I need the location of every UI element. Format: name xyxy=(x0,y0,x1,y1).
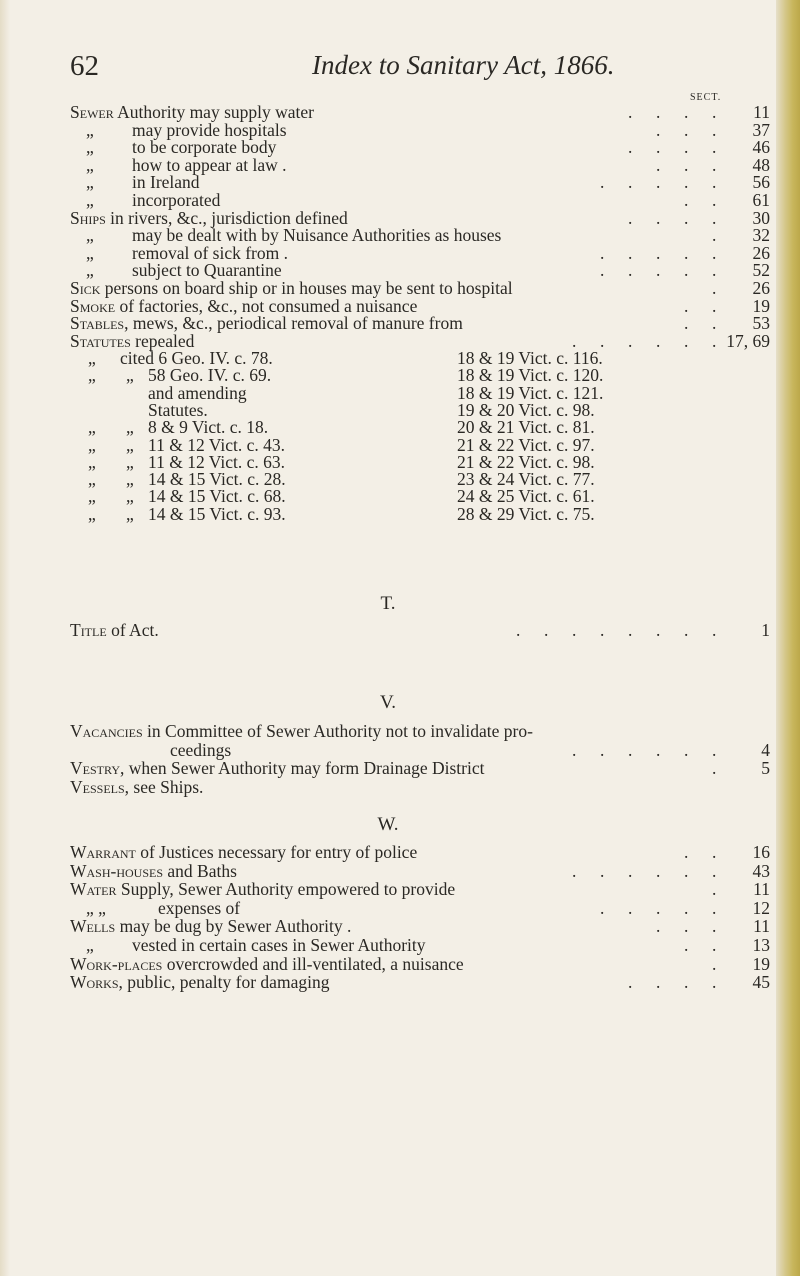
ditto-mark: „ xyxy=(86,260,94,281)
entry-text: in rivers, &c., jurisdiction defined xyxy=(105,207,348,228)
entry-text: Supply, Sewer Authority empowered to provide xyxy=(116,879,456,900)
statute-left xyxy=(88,366,418,384)
section-number: 11 xyxy=(753,879,770,900)
index-entry xyxy=(70,917,770,935)
leader-dots: . . . . xyxy=(628,972,726,993)
index-entry xyxy=(70,880,770,898)
ditto-mark: „ xyxy=(88,503,96,524)
ditto-mark: „ „ xyxy=(86,897,106,918)
entry-text: , when Sewer Authority may form Drainage District xyxy=(119,758,485,778)
statute-citation: 11 & 12 Vict. c. 63. xyxy=(148,451,285,472)
index-entry xyxy=(70,843,770,861)
index-entry xyxy=(70,226,770,244)
index-entry xyxy=(70,862,770,880)
section-number: 12 xyxy=(752,897,770,918)
section-number: 11 xyxy=(753,102,770,122)
entry-keyword: Wells xyxy=(70,916,116,937)
index-entry xyxy=(70,297,770,315)
statute-left xyxy=(88,453,418,471)
section-number: 56 xyxy=(752,172,770,193)
statute-right: 18 & 19 Vict. c. 116. xyxy=(457,348,603,368)
entry-keyword: Wash-houses xyxy=(70,860,164,881)
entry-text: , mews, &c., periodical removal of manure from xyxy=(124,313,463,334)
section-number: 4 xyxy=(761,739,770,760)
page-header xyxy=(70,50,770,86)
section-number: 13 xyxy=(752,935,770,955)
entry-text: vested in certain cases in Sewer Authority xyxy=(132,935,426,955)
statute-right: 28 & 29 Vict. c. 75. xyxy=(457,503,595,524)
section-number: 17, 69 xyxy=(726,330,770,351)
leader-dots: . xyxy=(712,278,726,298)
section-number: 48 xyxy=(752,154,770,175)
entry-text: in Ireland xyxy=(132,172,200,193)
entry-text: may provide hospitals xyxy=(132,119,287,140)
section-number: 26 xyxy=(752,242,770,263)
ditto-mark: „ xyxy=(88,451,96,472)
entry-keyword: Warrant xyxy=(70,842,136,862)
letter-heading-t: T. xyxy=(380,593,396,614)
ditto-mark: „ xyxy=(88,469,96,490)
statute-citation: 14 & 15 Vict. c. 93. xyxy=(148,503,286,524)
section-number: 43 xyxy=(752,860,770,881)
section-number: 16 xyxy=(752,842,770,862)
entry-keyword: Works xyxy=(70,972,119,993)
section-number: 32 xyxy=(752,225,770,246)
statute-right: 20 & 21 Vict. c. 81. xyxy=(457,417,595,438)
ditto-mark: „ xyxy=(86,137,94,158)
letter-heading-v: V. xyxy=(379,692,397,713)
statute-left xyxy=(88,487,418,505)
running-title: Index to Sanitary Act, 1866. xyxy=(312,50,615,80)
entry-keyword: Water xyxy=(70,879,117,900)
statute-left xyxy=(88,505,418,523)
entry-text: of Act. xyxy=(106,620,159,640)
statute-citation: Statutes. xyxy=(148,399,208,420)
ditto-mark: „ xyxy=(126,417,134,438)
entry-text: in Committee of Sewer Authority not to invalidate pro- xyxy=(142,721,533,741)
leader-dots: . . xyxy=(684,935,726,955)
entry-text: expenses of xyxy=(158,897,241,918)
entry-text: repealed xyxy=(130,330,195,351)
entry-text: of factories, &c., not consumed a nuisance xyxy=(115,295,418,316)
leader-dots: . . . . . . . . xyxy=(516,620,726,640)
leader-dots: . . xyxy=(684,842,726,862)
index-entry xyxy=(70,261,770,279)
statute-left xyxy=(88,470,418,488)
ditto-mark: „ xyxy=(86,935,94,955)
leader-dots: . . xyxy=(684,190,726,210)
statute-right: 18 & 19 Vict. c. 120. xyxy=(457,365,604,386)
entry-keyword: Vacancies xyxy=(70,721,143,741)
leader-dots: . . . . xyxy=(628,137,726,158)
section-number: 45 xyxy=(752,972,770,993)
leader-dots: . . . . . . xyxy=(572,739,726,760)
statute-left xyxy=(88,401,418,419)
section-number: 37 xyxy=(752,119,770,140)
statute-right: 21 & 22 Vict. c. 97. xyxy=(457,434,595,455)
entry-text: to be corporate body xyxy=(132,137,277,158)
letter-heading-w: W. xyxy=(377,814,399,835)
ditto-mark: „ xyxy=(88,434,96,455)
statute-citation: 58 Geo. IV. c. 69. xyxy=(148,365,272,386)
ditto-mark: „ xyxy=(88,365,96,386)
index-entry xyxy=(70,741,770,759)
leader-dots: . . . . . . xyxy=(572,860,726,881)
ditto-mark: „ xyxy=(88,417,96,438)
statute-citation: 11 & 12 Vict. c. 43. xyxy=(148,434,285,455)
leader-dots: . xyxy=(712,225,726,246)
entry-text: may be dug by Sewer Authority . xyxy=(115,916,352,937)
ditto-mark: „ xyxy=(126,469,134,490)
ditto-mark: „ xyxy=(86,242,94,263)
ditto-mark: „ xyxy=(86,225,94,246)
ditto-mark: „ xyxy=(88,486,96,507)
page-right-edge xyxy=(776,0,800,1276)
page-left-shadow xyxy=(0,0,10,1276)
leader-dots: . . xyxy=(684,313,726,334)
leader-dots: . . . xyxy=(656,916,726,937)
entry-keyword: Sewer xyxy=(70,102,114,122)
statute-citation: cited 6 Geo. IV. c. 78. xyxy=(120,348,273,368)
index-entry xyxy=(70,138,770,156)
index-entry xyxy=(70,314,770,332)
entry-keyword: Vestry xyxy=(70,758,120,778)
page-number: 62 xyxy=(70,50,99,82)
index-entry xyxy=(70,759,770,777)
leader-dots: . . . . . xyxy=(600,897,726,918)
index-entry xyxy=(70,722,770,740)
index-entry xyxy=(70,279,770,297)
index-entry xyxy=(70,191,770,209)
entry-keyword: Stables xyxy=(70,313,125,334)
index-entry xyxy=(70,899,770,917)
entry-text: and Baths xyxy=(163,860,237,881)
statute-citation: and amending xyxy=(148,382,247,403)
entry-text: subject to Quarantine xyxy=(132,260,282,281)
section-column-label: SECT. xyxy=(690,92,722,103)
ditto-mark: „ xyxy=(126,365,134,386)
statute-right: 23 & 24 Vict. c. 77. xyxy=(457,469,595,490)
entry-keyword: Sick xyxy=(70,278,101,298)
ditto-mark: „ xyxy=(126,434,134,455)
section-number: 30 xyxy=(752,207,770,228)
ditto-mark: „ xyxy=(86,172,94,193)
entry-text: , see Ships. xyxy=(124,776,204,797)
leader-dots: . . . xyxy=(656,154,726,175)
section-number: 19 xyxy=(752,953,770,974)
statute-left xyxy=(88,349,418,367)
index-entry xyxy=(70,778,770,796)
ditto-mark: „ xyxy=(88,348,96,368)
leader-dots: . . . xyxy=(656,119,726,140)
index-entry xyxy=(70,244,770,262)
statute-citation: 14 & 15 Vict. c. 68. xyxy=(148,486,286,507)
index-entry xyxy=(70,955,770,973)
section-number: 53 xyxy=(752,313,770,334)
entry-text: of Justices necessary for entry of police xyxy=(135,842,418,862)
entry-text: removal of sick from . xyxy=(132,242,288,263)
statute-right: 24 & 25 Vict. c. 61. xyxy=(457,486,595,507)
statute-right: 19 & 20 Vict. c. 98. xyxy=(457,399,595,420)
leader-dots: . xyxy=(712,758,726,778)
leader-dots: . . . . . xyxy=(600,172,726,193)
leader-dots: . . . . xyxy=(628,102,726,122)
ditto-mark: „ xyxy=(126,503,134,524)
statute-right: 18 & 19 Vict. c. 121. xyxy=(457,382,604,403)
index-entry xyxy=(70,209,770,227)
entry-text: ceedings xyxy=(170,739,232,760)
entry-keyword: Smoke xyxy=(70,295,116,316)
ditto-mark: „ xyxy=(126,451,134,472)
section-number: 19 xyxy=(752,295,770,316)
entry-text: may be dealt with by Nuisance Authorities as houses xyxy=(132,225,502,246)
entry-text: , public, penalty for damaging xyxy=(118,972,330,993)
section-number: 46 xyxy=(752,137,770,158)
ditto-mark: „ xyxy=(86,119,94,140)
index-entry xyxy=(70,936,770,954)
leader-dots: . . xyxy=(684,295,726,316)
leader-dots: . xyxy=(712,879,726,900)
entry-text: Authority may supply water xyxy=(113,102,314,122)
leader-dots: . . . . . xyxy=(600,242,726,263)
index-entry xyxy=(70,103,770,121)
section-number: 1 xyxy=(761,620,770,640)
ditto-mark: „ xyxy=(126,486,134,507)
ditto-mark: „ xyxy=(86,190,94,210)
statute-left xyxy=(88,384,418,402)
entry-text: how to appear at law . xyxy=(132,154,287,175)
entry-keyword: Vessels xyxy=(70,776,125,797)
statute-citation: 14 & 15 Vict. c. 28. xyxy=(148,469,286,490)
index-entry xyxy=(70,173,770,191)
index-entry xyxy=(70,156,770,174)
ditto-mark: „ xyxy=(86,154,94,175)
entry-keyword: Title xyxy=(70,620,107,640)
index-entry xyxy=(70,121,770,139)
leader-dots: . xyxy=(712,953,726,974)
entry-text: overcrowded and ill-ventilated, a nuisance xyxy=(162,953,464,974)
statute-left xyxy=(88,418,418,436)
leader-dots: . . . . xyxy=(628,207,726,228)
section-number: 26 xyxy=(752,278,770,298)
leader-dots: . . . . . xyxy=(600,260,726,281)
entry-keyword: Ships xyxy=(70,207,106,228)
section-number: 5 xyxy=(761,758,770,778)
entry-keyword: Statutes xyxy=(70,330,131,351)
statute-citation: 8 & 9 Vict. c. 18. xyxy=(148,417,269,438)
index-entry xyxy=(70,621,770,639)
section-number: 52 xyxy=(752,260,770,281)
section-number: 11 xyxy=(753,916,770,937)
statute-left xyxy=(88,436,418,454)
section-number: 61 xyxy=(752,190,770,210)
index-entry xyxy=(70,973,770,991)
entry-text: incorporated xyxy=(132,190,221,210)
entry-keyword: Work-places xyxy=(70,953,163,974)
statute-right: 21 & 22 Vict. c. 98. xyxy=(457,451,595,472)
leader-dots: . . . . . . xyxy=(572,330,726,351)
entry-text: persons on board ship or in houses may be sent to hospital xyxy=(100,278,513,298)
